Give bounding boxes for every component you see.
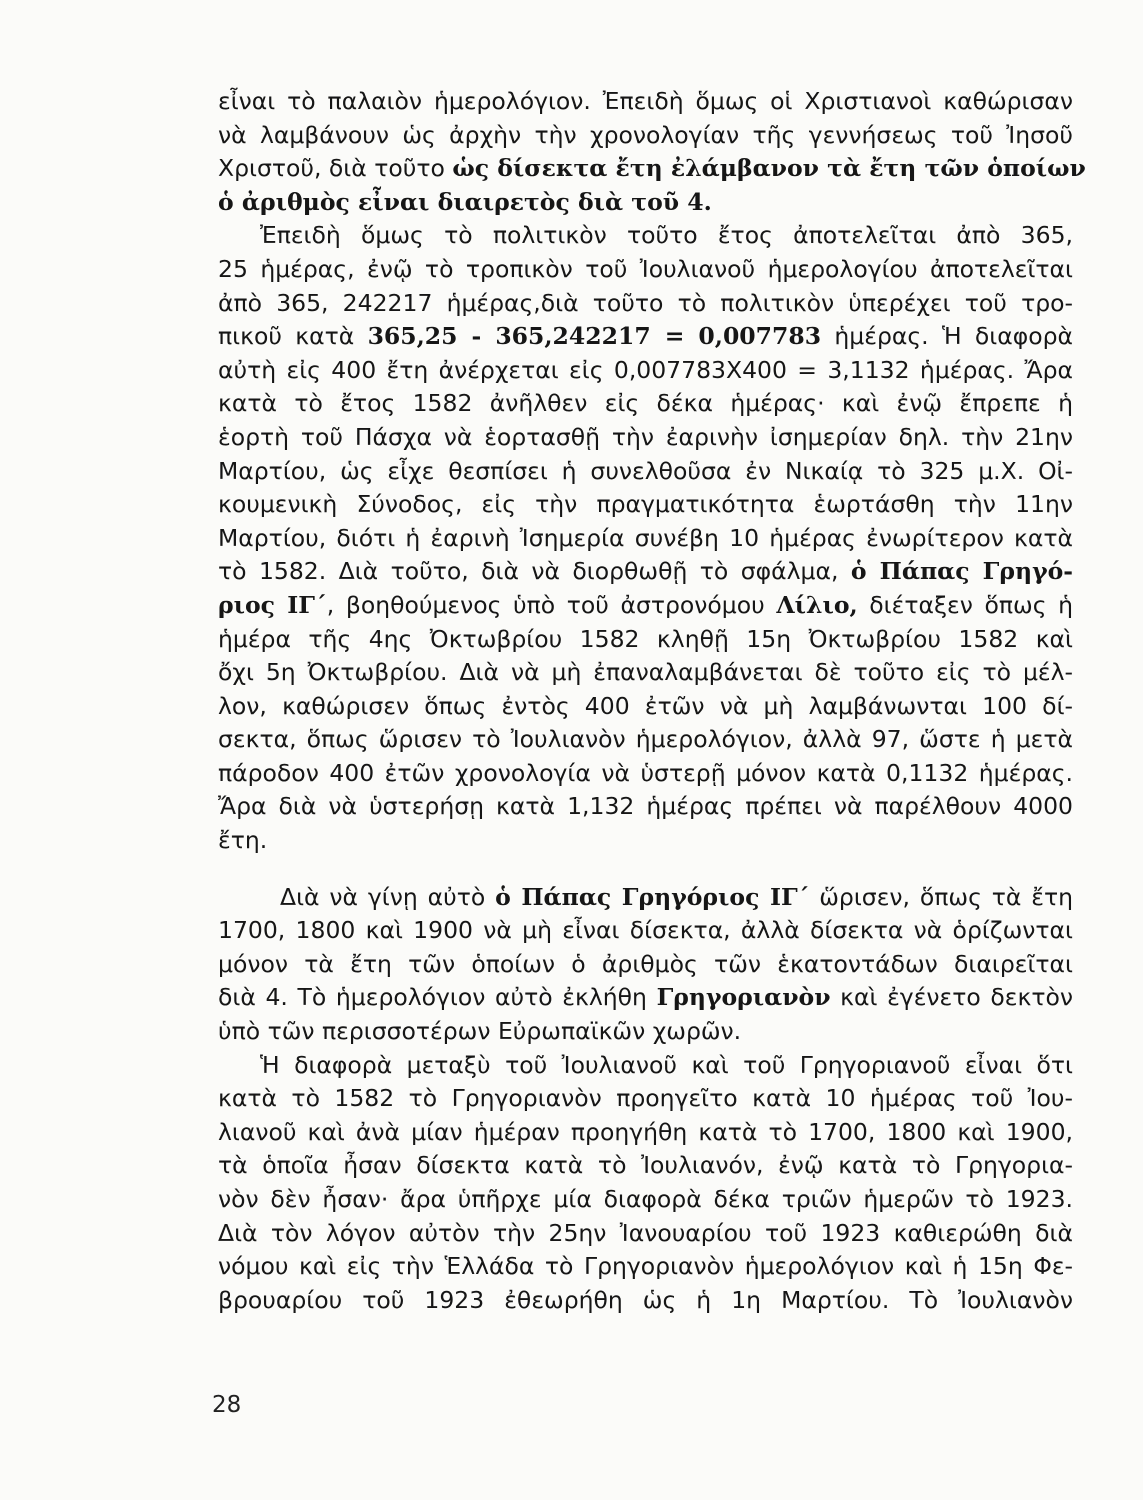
text-line: ὑπὸ τῶν περισσοτέρων Εὐρωπαϊκῶν χωρῶν.: [218, 1017, 742, 1046]
paragraph-4: [218, 1049, 1073, 1318]
text-line: Ἡ διαφορὰ μεταξὺ τοῦ Ἰουλιανοῦ καὶ τοῦ Γρηγοριανοῦ εἶναι ὅτι: [260, 1050, 1073, 1079]
bold-phrase: ὁ ἀριθμὸς εἶναι διαιρετὸς διὰ τοῦ 4.: [218, 187, 712, 216]
page-text: [218, 85, 1086, 1317]
text-line: νὸν δὲν ἦσαν· ἄρα ὑπῆρχε μία διαφορὰ δέκα τριῶν ἡμερῶν τὸ 1923.: [218, 1185, 1073, 1213]
bold-phrase: ριος ΙΓ΄: [218, 590, 327, 619]
text-line: τὰ ὁποῖα ἦσαν δίσεκτα κατὰ τὸ Ἰουλιανόν, ἐνῷ κατὰ τὸ Γρηγορια-: [218, 1151, 1073, 1180]
text-line: ἀπὸ 365, 242217 ἡμέρας,διὰ τοῦτο τὸ πολιτικὸν ὑπερέχει τοῦ τρο-: [218, 288, 1073, 317]
text-line: ἡμέρα τῆς 4ης Ὀκτωβρίου 1582 κληθῇ 15η Ὀκτωβρίου 1582 καὶ: [218, 624, 1073, 653]
text-line: βρουαρίου τοῦ 1923 ἐθεωρήθη ὡς ἡ 1η Μαρτίου. Τὸ Ἰουλιανὸν: [218, 1285, 1073, 1314]
text-line: λον, καθώρισεν ὅπως ἐντὸς 400 ἐτῶν νὰ μὴ λαμβάνωνται 100 δί-: [218, 691, 1073, 720]
text-line: Μαρτίου, ὡς εἶχε θεσπίσει ἡ συνελθοῦσα ἐν Νικαίᾳ τὸ 325 μ.Χ. Οἰ-: [218, 456, 1073, 485]
text-line: Ἐπειδὴ ὅμως τὸ πολιτικὸν τοῦτο ἔτος ἀποτελεῖται ἀπὸ 365,: [260, 221, 1073, 250]
text-line: ὄχι 5η Ὀκτωβρίου. Διὰ νὰ μὴ ἐπαναλαμβάνεται δὲ τοῦτο εἰς τὸ μέλ-: [218, 658, 1073, 687]
text-line: ἑορτὴ τοῦ Πάσχα νὰ ἑορτασθῇ τὴν ἐαρινὴν ἰσημερίαν δηλ. τὴν 21ην: [218, 422, 1073, 451]
bold-phrase: Γρηγοριανὸν: [656, 983, 831, 1012]
text-line: Διὰ νὰ γίνῃ αὐτὸ ὁ Πάπας Γρηγόριος ΙΓ΄ ὥρισεν, ὅπως τὰ ἔτη: [280, 882, 1073, 911]
bold-phrase: Λίλιο,: [776, 590, 858, 619]
text-line: κατὰ τὸ ἔτος 1582 ἀνῆλθεν εἰς δέκα ἡμέρας· καὶ ἐνῷ ἔπρεπε ἡ: [218, 389, 1073, 418]
bold-equation: 365,25 - 365,242217 = 0,007783: [367, 322, 822, 351]
text-line: [218, 186, 1073, 220]
text-line: ριος ΙΓ΄, βοηθούμενος ὑπὸ τοῦ ἀστρονόμου Λίλιο, διέταξεν ὅπως ἡ: [218, 590, 1074, 619]
paragraph-1: [218, 85, 1086, 219]
paragraph-3: [218, 881, 1073, 1049]
text-line: τὸ 1582. Διὰ τοῦτο, διὰ νὰ διορθωθῇ τὸ σφάλμα, ὁ Πάπας Γρηγό-: [218, 557, 1074, 586]
text-line: πικοῦ κατὰ 365,25 - 365,242217 = 0,007783 ἡμέρας. Ἡ διαφορὰ: [218, 322, 1074, 351]
text-line: διὰ 4. Τὸ ἡμερολόγιον αὐτὸ ἐκλήθη Γρηγοριανὸν καὶ ἐγένετο δεκτὸν: [218, 983, 1073, 1012]
text-line: Μαρτίου, διότι ἡ ἐαρινὴ Ἰσημερία συνέβη 10 ἡμέρας ἐνωρίτερον κατὰ: [218, 523, 1073, 552]
text-line: λιανοῦ καὶ ἀνὰ μίαν ἡμέραν προηγήθη κατὰ τὸ 1700, 1800 καὶ 1900,: [218, 1117, 1073, 1146]
text-line: Ἄρα διὰ νὰ ὑστερήσῃ κατὰ 1,132 ἡμέρας πρέπει νὰ παρέλθουν 4000: [218, 792, 1073, 821]
text-line: νόμου καὶ εἰς τὴν Ἑλλάδα τὸ Γρηγοριανὸν ἡμερολόγιον καὶ ἡ 15η Φε-: [218, 1252, 1073, 1281]
bold-phrase: ὁ Πάπας Γρηγό-: [850, 557, 1074, 586]
text-line: Διὰ τὸν λόγον αὐτὸν τὴν 25ην Ἰανουαρίου τοῦ 1923 καθιερώθη διὰ: [218, 1218, 1073, 1247]
text-line: εἶναι τὸ παλαιὸν ἡμερολόγιον. Ἐπειδὴ ὅμως οἱ Χριστιανοὶ καθώρισαν: [218, 87, 1073, 115]
text-line: αὐτὴ εἰς 400 ἔτη ἀνέρχεται εἰς 0,007783X400 = 3,1132 ἡμέρας. Ἄρα: [218, 355, 1073, 384]
page-number: 28: [212, 1392, 242, 1418]
bold-phrase: ὁ Πάπας Γρηγόριος ΙΓ΄: [495, 882, 810, 911]
text-line: Χριστοῦ, διὰ τοῦτο ὡς δίσεκτα ἔτη ἐλάμβανον τὰ ἔτη τῶν ὁποίων: [218, 154, 1086, 183]
text-line: κουμενικὴ Σύνοδος, εἰς τὴν πραγματικότητα ἑωρτάσθη τὴν 11ην: [218, 490, 1073, 519]
text-line: ἔτη.: [218, 826, 268, 855]
text-line: σεκτα, ὅπως ὥρισεν τὸ Ἰουλιανὸν ἡμερολόγιον, ἀλλὰ 97, ὥστε ἡ μετὰ: [218, 725, 1073, 754]
text-line: 25 ἡμέρας, ἐνῷ τὸ τροπικὸν τοῦ Ἰουλιανοῦ ἡμερολογίου ἀποτελεῖται: [218, 254, 1073, 283]
text-line: μόνον τὰ ἔτη τῶν ὁποίων ὁ ἀριθμὸς τῶν ἑκατοντάδων διαιρεῖται: [218, 949, 1073, 978]
text-line: κατὰ τὸ 1582 τὸ Γρηγοριανὸν προηγεῖτο κατὰ 10 ἡμέρας τοῦ Ἰου-: [218, 1084, 1073, 1113]
text-line: νὰ λαμβάνουν ὡς ἀρχὴν τὴν χρονολογίαν τῆς γεννήσεως τοῦ Ἰησοῦ: [218, 120, 1073, 149]
paragraph-2: [218, 219, 1073, 857]
text-line: πάροδον 400 ἐτῶν χρονολογία νὰ ὑστερῇ μόνον κατὰ 0,1132 ἡμέρας.: [218, 758, 1073, 787]
text-line: 1700, 1800 καὶ 1900 νὰ μὴ εἶναι δίσεκτα, ἀλλὰ δίσεκτα νὰ ὁρίζωνται: [218, 916, 1073, 945]
bold-phrase: ὡς δίσεκτα ἔτη ἐλάμβανον τὰ ἔτη τῶν ὁποίων: [452, 154, 1086, 183]
